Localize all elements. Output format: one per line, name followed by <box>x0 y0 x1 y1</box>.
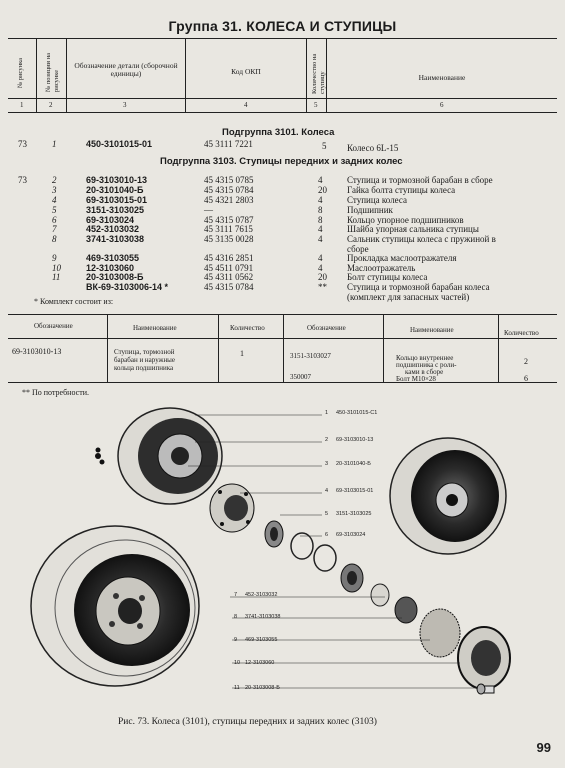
kit-sep-2 <box>218 314 219 382</box>
colnum-2: 2 <box>49 101 53 109</box>
oil-deflector <box>458 627 510 689</box>
kit-right-name-1b: подшипника с роли- <box>396 361 457 369</box>
row-okp: 45 3135 0028 <box>204 234 254 244</box>
kit-header-name-2: Наименование <box>410 326 454 334</box>
row-qty: 8 <box>318 215 323 225</box>
hub-bolt <box>477 684 494 694</box>
kit-left-name-2: барабан и наружные <box>114 356 175 364</box>
row-qty: 4 <box>318 234 323 244</box>
row-qty: 4 <box>318 224 323 234</box>
row-name: сборе <box>347 244 369 254</box>
col-sep-3 <box>185 38 186 112</box>
callout-number: 5 <box>325 511 329 517</box>
callout-code: 20-3103008-Б <box>245 685 280 691</box>
callout-code: 69-3103024 <box>336 532 366 538</box>
colnum-5: 5 <box>314 101 318 109</box>
wheel-fig: 73 <box>18 139 27 149</box>
wheel-pos: 1 <box>52 139 57 149</box>
row-name: (комплект для запасных частей) <box>347 292 470 302</box>
footnote-kit: * Комплект состоит из: <box>34 297 114 306</box>
row-okp: 45 4316 2851 <box>204 253 254 263</box>
colnum-3: 3 <box>123 101 127 109</box>
row-pos: 3 <box>52 185 57 195</box>
header-okp: Код ОКП <box>231 67 261 76</box>
page-number: 99 <box>536 740 551 755</box>
row-name: Подшипник <box>347 205 393 215</box>
callout-code: 69-3103010-13 <box>336 437 374 443</box>
row-name: Шайба упорная сальника ступицы <box>347 224 479 234</box>
callout-number: 1 <box>325 410 329 416</box>
header-name: Наименование <box>418 73 466 82</box>
row-pos: 8 <box>52 234 57 244</box>
callout-code: 3151-3103025 <box>336 511 372 517</box>
row-okp: — <box>204 205 213 215</box>
wheel-name: Колесо 6L-15 <box>347 143 399 153</box>
row-pos: 9 <box>52 253 57 263</box>
subgroup-3101-heading: Подгруппа 3101. Колеса <box>222 127 335 138</box>
row-qty: 4 <box>318 253 323 263</box>
kit-header-qty-2: Количество <box>504 329 539 337</box>
kit-sep-4 <box>383 314 384 382</box>
colnum-bottom-rule <box>8 112 557 113</box>
wheel-hub <box>210 484 254 532</box>
col-sep-2 <box>66 38 67 112</box>
header-designation: Обозначение детали (сборочной единицы) <box>74 61 178 78</box>
callout-number: 4 <box>325 488 329 494</box>
row-name: Ступица и тормозной барабан в сборе <box>347 175 493 185</box>
hub-seal <box>395 597 417 623</box>
kit-sep-5 <box>498 314 499 382</box>
header-qty: Количество на ступицу <box>311 53 326 94</box>
header-pos-no: № позиции на рисунке <box>45 52 60 92</box>
kit-bottom-rule <box>8 382 557 383</box>
kit-right-designation-2: 350007 <box>290 373 311 381</box>
callout-code: 3741-3103038 <box>245 614 281 620</box>
row-pos: 5 <box>52 205 57 215</box>
callout-code: 450-3101015-С1 <box>336 410 378 416</box>
row-qty: 20 <box>318 272 327 282</box>
row-name: Ступица и тормозной барабан колеса <box>347 282 490 292</box>
callout-number: 7 <box>234 592 238 598</box>
subgroup-3103-heading: Подгруппа 3103. Ступицы передних и задних колес <box>160 156 403 167</box>
row-designation: 12-3103060 <box>86 263 135 273</box>
row-pos: 4 <box>52 195 57 205</box>
row-pos: 10 <box>52 263 61 273</box>
row-name: Болт ступицы колеса <box>347 272 428 282</box>
row-qty: 4 <box>318 195 323 205</box>
row-pos: 11 <box>52 272 61 282</box>
kit-right-name-2: Болт М10×28 <box>396 375 436 383</box>
row-okp: 45 3111 7615 <box>204 224 253 234</box>
row-designation: 20-3101040-Б <box>86 185 144 195</box>
colnum-6: 6 <box>440 101 444 109</box>
row-designation: 452-3103032 <box>86 224 140 234</box>
kit-sep-1 <box>107 314 108 382</box>
row-name: Ступица колеса <box>347 195 407 205</box>
wheel-designation: 450-3101015-01 <box>86 139 153 149</box>
brake-drum-left <box>118 408 222 504</box>
wheel-qty: 5 <box>322 141 327 151</box>
kit-right-designation-1: 3151-3103027 <box>290 352 331 360</box>
kit-left-qty: 1 <box>240 349 244 358</box>
row-okp: 45 4315 0787 <box>204 215 254 225</box>
row-qty: 4 <box>318 175 323 185</box>
row-name: Сальник ступицы колеса с пружиной в <box>347 234 496 244</box>
figure-caption: Рис. 73. Колеса (3101), ступицы передних и задних колес (3103) <box>118 717 377 727</box>
bearing-2 <box>341 564 363 592</box>
callout-number: 10 <box>234 660 241 666</box>
wheel-left <box>31 526 199 686</box>
row-okp: 45 4315 0784 <box>204 185 254 195</box>
row-name: Прокладка маслоотражателя <box>347 253 457 263</box>
page-title: Группа 31. КОЛЕСА И СТУПИЦЫ <box>168 18 397 34</box>
kit-left-designation: 69-3103010-13 <box>12 347 62 356</box>
callout-number: 11 <box>234 685 240 691</box>
exploded-view-illustration <box>0 398 565 728</box>
kit-left-name-3: кольца подшипника <box>114 364 174 372</box>
callout-number: 3 <box>325 461 329 467</box>
col-sep-4 <box>306 38 307 112</box>
row-okp: 45 4315 0785 <box>204 175 254 185</box>
row-qty: 8 <box>318 205 323 215</box>
header-bottom-rule <box>8 98 557 99</box>
row-name: Кольцо упорное подшипников <box>347 215 464 225</box>
callout-number: 8 <box>234 614 238 620</box>
row-designation: 3741-3103038 <box>86 234 145 244</box>
kit-right-name-1c: ками в сборе <box>405 368 444 376</box>
callout-code: 452-3103032 <box>245 592 278 598</box>
row-designation: 69-3103024 <box>86 215 135 225</box>
thrust-washer <box>371 584 389 606</box>
row-designation: 469-3103055 <box>86 253 140 263</box>
col-sep-1 <box>36 38 37 112</box>
callout-code: 12-3103060 <box>245 660 275 666</box>
row-name: Гайка болта ступицы колеса <box>347 185 456 195</box>
thrust-ring-1 <box>291 533 313 559</box>
callout-code: 69-3103015-01 <box>336 488 374 494</box>
kit-header-designation-2: Обозначение <box>307 324 346 332</box>
deflector-gasket <box>420 609 460 657</box>
callout-number: 2 <box>325 437 329 443</box>
table-top-rule <box>8 38 557 39</box>
thrust-ring-2 <box>314 545 336 571</box>
row-okp: 45 4511 0791 <box>204 263 254 273</box>
kit-right-qty-1: 2 <box>524 357 528 366</box>
row-designation: ВК-69-3103006-14 * <box>86 282 169 292</box>
kit-sep-3 <box>283 314 284 382</box>
kit-header-designation-1: Обозначение <box>34 322 73 330</box>
header-fig-no: № рисунка <box>17 57 24 88</box>
row-designation: 20-3103008-Б <box>86 272 144 282</box>
callout-number: 9 <box>234 637 238 643</box>
row-okp: 45 4311 0562 <box>204 272 254 282</box>
wheel-okp: 45 3111 7221 <box>204 139 253 149</box>
row-pos: 6 <box>52 215 57 225</box>
row-fig: 73 <box>18 175 27 185</box>
callout-code: 20-3101040-Б <box>336 461 371 467</box>
wheel-nuts <box>95 448 105 465</box>
row-name: Маслоотражатель <box>347 263 416 273</box>
callout-number: 6 <box>325 532 329 538</box>
row-qty: 20 <box>318 185 327 195</box>
row-pos: 7 <box>52 224 57 234</box>
row-designation: 3151-3103025 <box>86 205 145 215</box>
row-okp: 45 4321 2803 <box>204 195 254 205</box>
kit-header-qty-1: Количество <box>230 324 265 332</box>
kit-right-name-1a: Кольцо внутреннее <box>396 354 454 362</box>
row-okp: 45 4315 0784 <box>204 282 254 292</box>
colnum-1: 1 <box>20 101 24 109</box>
callout-code: 469-3103055 <box>245 637 278 643</box>
kit-left-name-1: Ступица, тормозной <box>114 348 175 356</box>
row-qty: ** <box>318 282 327 292</box>
row-designation: 69-3103015-01 <box>86 195 148 205</box>
colnum-4: 4 <box>244 101 248 109</box>
kit-header-name-1: Наименование <box>133 324 177 332</box>
wheel-right <box>390 438 506 554</box>
row-qty: 4 <box>318 263 323 273</box>
row-pos: 2 <box>52 175 57 185</box>
kit-right-qty-2: 6 <box>524 374 528 383</box>
row-designation: 69-3103010-13 <box>86 175 148 185</box>
bearing <box>265 521 283 547</box>
footnote-as-needed: ** По потребности. <box>22 388 89 397</box>
